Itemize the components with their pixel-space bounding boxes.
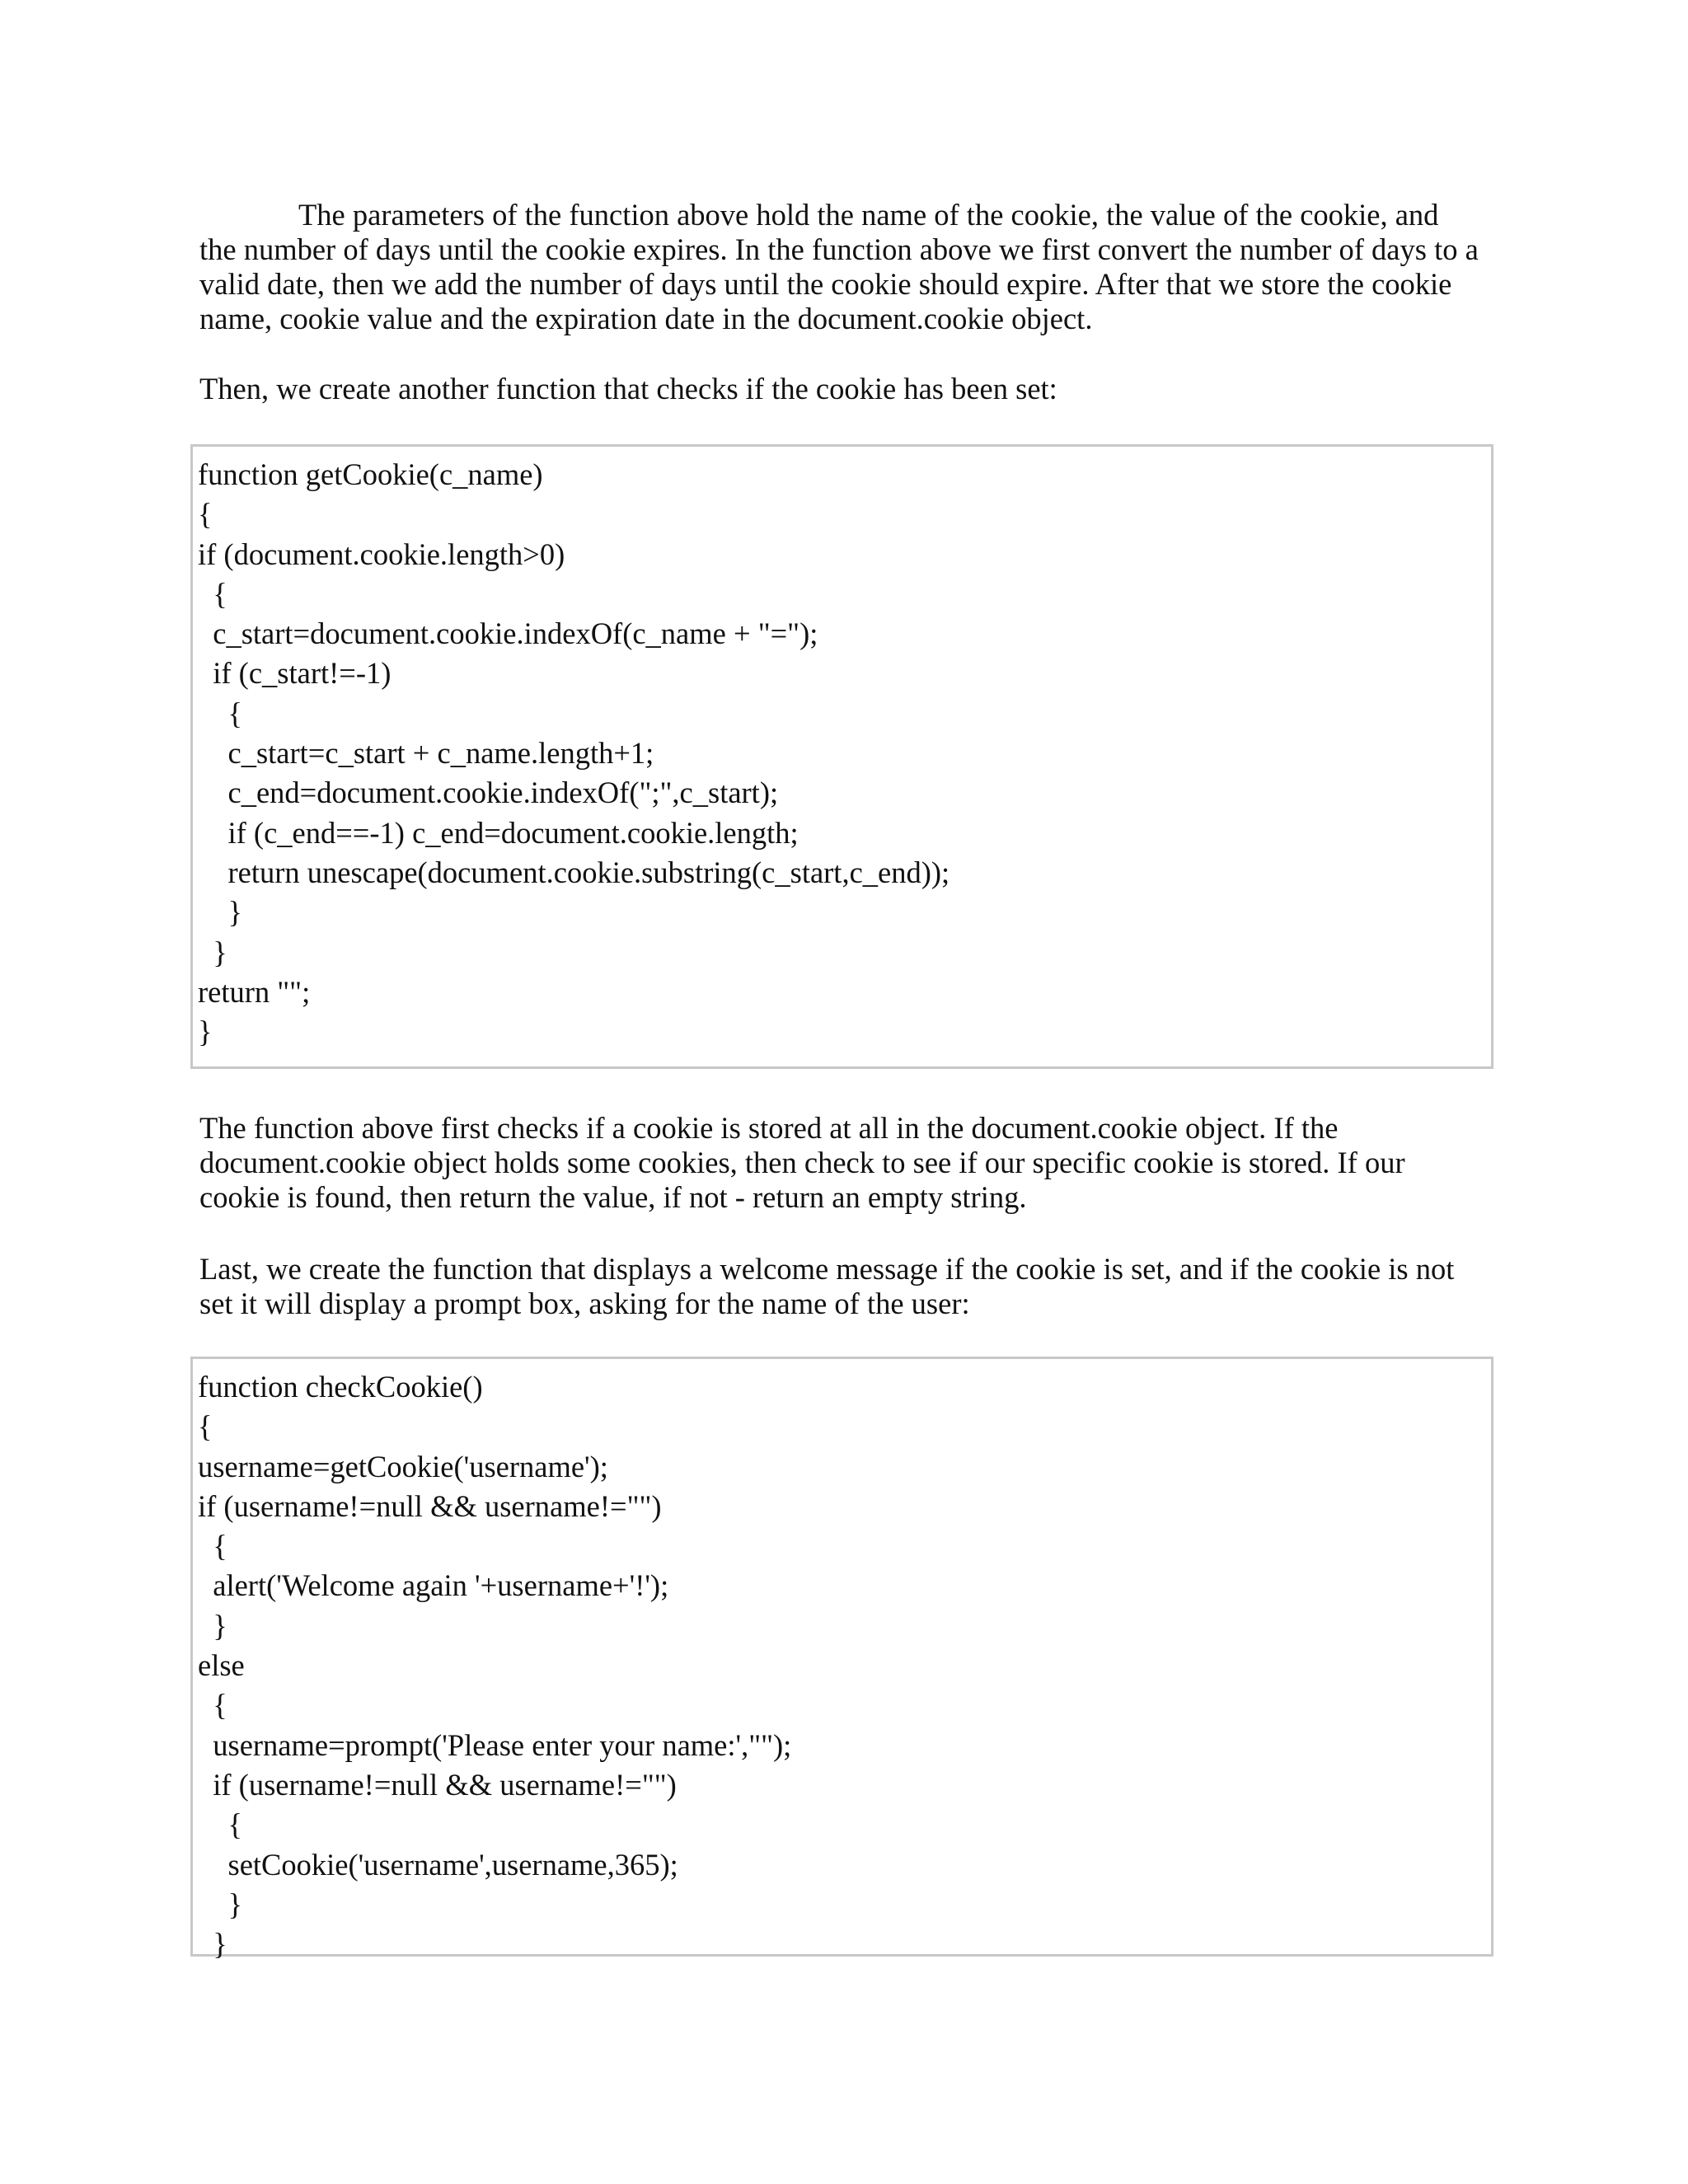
code-line: } <box>198 895 243 930</box>
code-line: else <box>198 1648 245 1683</box>
code-line: return ""; <box>198 974 311 1009</box>
code-line: alert('Welcome again '+username+'!'); <box>198 1568 669 1603</box>
paragraph-line <box>199 198 1502 232</box>
code-line: { <box>198 696 243 730</box>
code-line: if (username!=null && username!="") <box>198 1488 662 1523</box>
code-line: } <box>198 935 227 969</box>
code-line: } <box>198 1886 243 1921</box>
code-line: c_start=document.cookie.indexOf(c_name + "="); <box>198 616 818 651</box>
paragraph-intro-checkcookie <box>199 1252 1502 1321</box>
code-line: c_end=document.cookie.indexOf(";",c_start); <box>198 776 779 810</box>
code-line: } <box>198 1608 227 1643</box>
code-line: } <box>198 1015 213 1049</box>
code-line: { <box>198 497 213 532</box>
code-block-checkcookie <box>190 1357 1493 1961</box>
code-line: return unescape(document.cookie.substring(c_start,c_end)); <box>198 855 950 889</box>
code-line: c_start=c_start + c_name.length+1; <box>198 736 654 771</box>
paragraph-text: The parameters of the function above hold the name of the cookie, the value of the cookie, and <box>298 198 1439 232</box>
paragraph-line: Last, we create the function that displays a welcome message if the cookie is set, and if the cookie is not <box>199 1252 1455 1286</box>
paragraph-line: set it will display a prompt box, asking for the name of the user: <box>199 1286 970 1320</box>
paragraph-line: name, cookie value and the expiration date in the document.cookie object. <box>199 302 1093 335</box>
code-line: { <box>198 1529 227 1563</box>
paragraph-line: document.cookie object holds some cookies, then check to see if our specific cookie is stored. If our <box>199 1146 1405 1179</box>
code-line: username=prompt('Please enter your name:',""); <box>198 1727 792 1762</box>
paragraph-line: the number of days until the cookie expires. In the function above we first convert the number of days to a <box>199 232 1479 266</box>
code-line: username=getCookie('username'); <box>198 1449 608 1483</box>
code-line: if (c_end==-1) c_end=document.cookie.length; <box>198 815 799 850</box>
paragraph-line: The function above first checks if a cookie is stored at all in the document.cookie object. If the <box>199 1111 1339 1145</box>
code-line: if (document.cookie.length>0) <box>198 537 565 571</box>
code-line: { <box>198 1807 243 1842</box>
code-line: function getCookie(c_name) <box>198 457 543 491</box>
code-line: if (c_start!=-1) <box>198 656 392 691</box>
paragraph-line: valid date, then we add the number of days until the cookie should expire. After that we store the cookie <box>199 267 1452 301</box>
paragraph-intro-getcookie <box>199 372 1502 406</box>
code-line: if (username!=null && username!="") <box>198 1767 677 1802</box>
code-line: setCookie('username',username,365); <box>198 1847 678 1882</box>
paragraph-line: Then, we create another function that checks if the cookie has been set: <box>199 372 1057 405</box>
code-line: { <box>198 1409 213 1444</box>
code-line: } <box>198 1927 227 1961</box>
code-line: { <box>198 576 227 611</box>
code-line: function checkCookie() <box>198 1370 483 1404</box>
code-line: { <box>198 1688 227 1722</box>
code-block-getcookie <box>190 444 1493 1069</box>
paragraph-line: cookie is found, then return the value, if not - return an empty string. <box>199 1180 1027 1214</box>
paragraph-getcookie-explanation <box>199 1111 1502 1215</box>
paragraph-function-parameters <box>199 198 1502 336</box>
